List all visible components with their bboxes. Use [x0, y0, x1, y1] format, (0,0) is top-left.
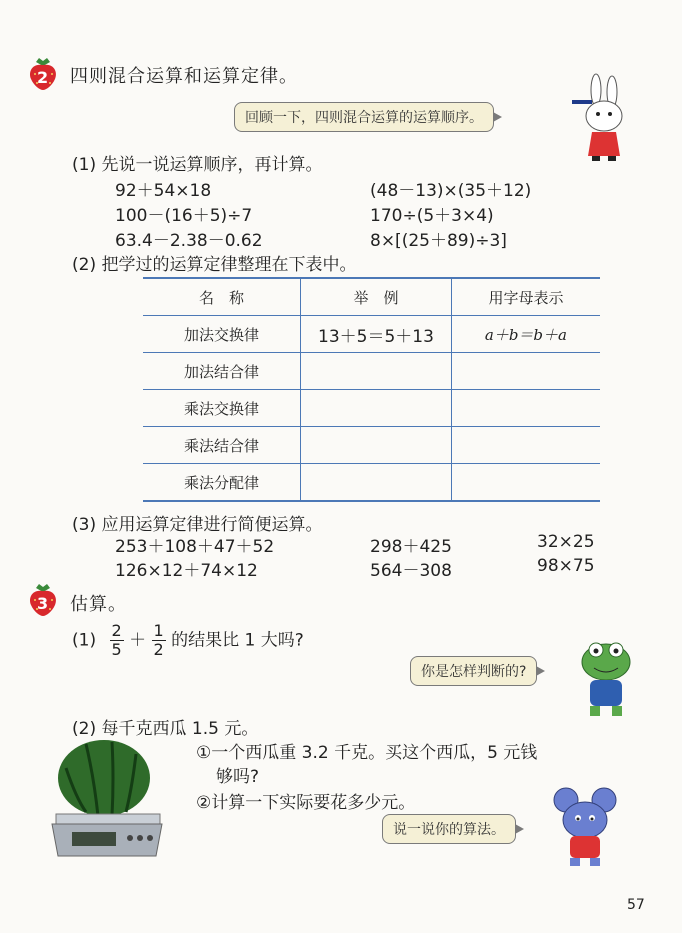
hint-bubble-frog: 你是怎样判断的?	[410, 656, 537, 686]
table-row	[143, 390, 600, 427]
expr-right-1: (48－13)×(35＋12)	[370, 181, 532, 201]
law-name: 乘法交换律	[143, 390, 301, 427]
section-number: 3	[37, 594, 49, 613]
expr-q3-r2-c2: 564－308	[370, 561, 452, 581]
table-header-row	[143, 278, 600, 316]
expr-q3-r2-c3: 98×75	[537, 556, 595, 576]
operation-laws-table	[143, 277, 600, 502]
fraction-2-den: 2	[153, 640, 164, 659]
law-name: 加法结合律	[143, 353, 301, 390]
expr-q3-r1-c2: 298＋425	[370, 537, 452, 557]
expr-left-1: 92＋54×18	[115, 181, 212, 201]
rabbit-mascot	[566, 72, 634, 162]
strawberry-badge-3	[24, 580, 62, 618]
fraction-1	[110, 622, 124, 659]
fraction-2-num: 1	[153, 621, 164, 640]
question-3-label: (3) 应用运算定律进行简便运算。	[72, 515, 323, 535]
q1-label: (1)	[72, 630, 97, 651]
law-example: 13＋5＝5＋13	[301, 316, 452, 353]
expr-right-3: 8×[(25＋89)÷3]	[370, 231, 507, 251]
watermelon-scale-icon	[46, 738, 166, 860]
section-title: 估算。	[70, 594, 127, 615]
hint-bubble: 回顾一下，四则混合运算的运算顺序。	[234, 102, 494, 132]
mouse-icon	[548, 786, 626, 870]
law-letters[interactable]	[451, 353, 600, 390]
table-row	[143, 464, 600, 502]
expr-left-2: 100－(16＋5)÷7	[115, 206, 253, 226]
section-number: 2	[37, 68, 49, 87]
watermelon-item-2: ②计算一下实际要花多少元。	[196, 793, 416, 813]
expr-right-2: 170÷(5＋3×4)	[370, 206, 494, 226]
mouse-mascot	[548, 786, 626, 870]
fraction-1-num: 2	[111, 621, 122, 640]
table-row	[143, 316, 600, 353]
estimate-question-2: (2) 每千克西瓜 1.5 元。	[72, 719, 259, 739]
strawberry-badge-2	[24, 54, 62, 92]
watermelon-item-1-cont: 够吗?	[216, 767, 260, 787]
law-example[interactable]	[301, 390, 452, 427]
law-example[interactable]	[301, 464, 452, 502]
hint-bubble-mouse: 说一说你的算法。	[382, 814, 516, 844]
fraction-1-den: 5	[111, 640, 122, 659]
table-row	[143, 353, 600, 390]
header-letters: 用字母表示	[451, 278, 600, 316]
watermelon-on-scale	[46, 738, 166, 860]
section-title: 四则混合运算和运算定律。	[70, 66, 298, 87]
fraction-2	[152, 622, 166, 659]
expr-left-3: 63.4－2.38－0.62	[115, 231, 263, 251]
expr-q3-r1-c1: 253＋108＋47＋52	[115, 537, 275, 557]
frog-icon	[576, 636, 636, 722]
watermelon-item-1: ①一个西瓜重 3.2 千克。买这个西瓜，5 元钱	[196, 743, 538, 763]
law-letters: a＋b＝b＋a	[451, 316, 600, 353]
expr-q3-r2-c1: 126×12＋74×12	[115, 561, 258, 581]
header-name: 名 称	[143, 278, 301, 316]
frog-mascot	[576, 636, 636, 722]
table-row	[143, 427, 600, 464]
rabbit-icon	[566, 72, 634, 162]
header-example: 举 例	[301, 278, 452, 316]
law-name: 加法交换律	[143, 316, 301, 353]
question-1-label: (1) 先说一说运算顺序，再计算。	[72, 155, 323, 175]
expr-q3-r1-c3: 32×25	[537, 532, 595, 552]
law-name: 乘法结合律	[143, 427, 301, 464]
law-example[interactable]	[301, 353, 452, 390]
estimate-question-1	[72, 622, 304, 659]
law-name: 乘法分配律	[143, 464, 301, 502]
question-2-label: (2) 把学过的运算定律整理在下表中。	[72, 255, 357, 275]
page-number: 57	[627, 897, 645, 913]
q1-text: 的结果比 1 大吗?	[171, 630, 304, 651]
plus-sign: ＋	[129, 630, 147, 651]
law-letters[interactable]	[451, 390, 600, 427]
law-letters[interactable]	[451, 464, 600, 502]
law-example[interactable]	[301, 427, 452, 464]
law-letters[interactable]	[451, 427, 600, 464]
